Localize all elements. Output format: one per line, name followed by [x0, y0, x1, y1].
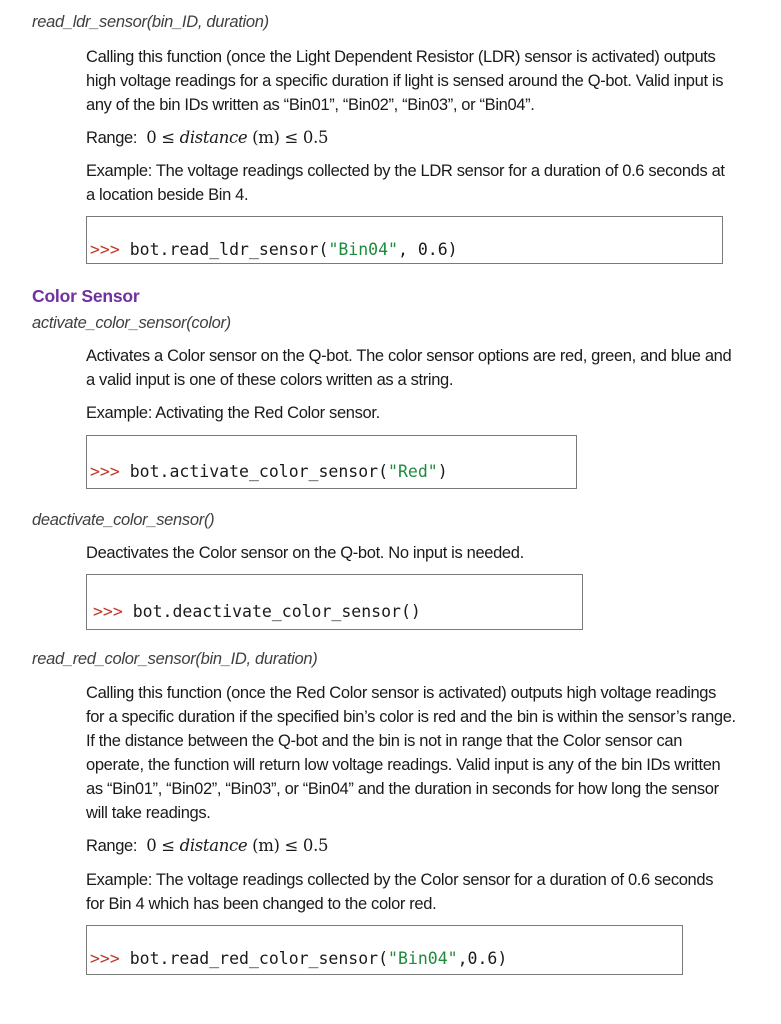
activate-code-block	[86, 435, 577, 489]
activate-description	[86, 344, 736, 392]
activate-description-line: Activates a Color sensor on the Q-bot. The color sensor options are red, green, and blue and	[86, 347, 732, 365]
red-range-expression: 0 ≤ distance (m) ≤ 0.5	[146, 836, 329, 855]
activate-function-signature: activate_color_sensor(color)	[32, 314, 231, 332]
red-code-block	[86, 925, 683, 975]
ldr-example-line: Example: The voltage readings collected by the LDR sensor for a duration of 0.6 seconds at	[86, 162, 725, 180]
ldr-code-block	[86, 216, 723, 264]
code-string-arg: "Red"	[388, 462, 438, 481]
red-description-line: will take readings.	[86, 804, 211, 822]
red-example	[86, 868, 736, 916]
code-string-arg: "Bin04"	[328, 240, 398, 259]
code-call: bot.activate_color_sensor(	[129, 462, 389, 481]
red-description-line: for a specific duration if the specified bin’s color is red and the bin is within the sensor’s range.	[86, 708, 736, 726]
red-example-line: Example: The voltage readings collected by the Color sensor for a duration of 0.6 seconds	[86, 871, 714, 889]
ldr-example	[86, 159, 736, 207]
red-description-line: as “Bin01”, “Bin02”, “Bin03”, or “Bin04” and the duration in seconds for how long the sensor	[86, 780, 719, 798]
red-description-line: If the distance between the Q-bot and the bin is not in range that the Color sensor can	[86, 732, 683, 750]
red-range	[86, 834, 328, 858]
activate-description-line: a valid input is one of these colors written as a string.	[86, 371, 454, 389]
code-call: bot.deactivate_color_sensor()	[132, 602, 421, 621]
ldr-description-line: any of the bin IDs written as “Bin01”, “Bin02”, “Bin03”, or “Bin04”.	[86, 96, 535, 114]
code-call-rest: , 0.6)	[397, 240, 458, 259]
code-prompt: >>>	[90, 240, 130, 259]
deactivate-code-block	[86, 574, 583, 630]
code-prompt: >>>	[90, 462, 130, 481]
code-call-rest: ,0.6)	[457, 949, 508, 968]
ldr-range-expression: 0 ≤ distance (m) ≤ 0.5	[146, 128, 329, 147]
ldr-description-line: Calling this function (once the Light Dependent Resistor (LDR) sensor is activated) outputs	[86, 48, 716, 66]
deactivate-description: Deactivates the Color sensor on the Q-bot. No input is needed.	[86, 544, 524, 562]
red-description-line: operate, the function will return low voltage readings. Valid input is any of the bin IDs written	[86, 756, 721, 774]
ldr-range-label: Range:	[86, 129, 138, 147]
code-string-arg: "Bin04"	[388, 949, 458, 968]
code-call-rest: )	[437, 462, 448, 481]
ldr-function-signature: read_ldr_sensor(bin_ID, duration)	[32, 13, 269, 31]
red-function-signature: read_red_color_sensor(bin_ID, duration)	[32, 650, 318, 668]
red-description-line: Calling this function (once the Red Color sensor is activated) outputs high voltage readings	[86, 684, 717, 702]
activate-example: Example: Activating the Red Color sensor.	[86, 404, 380, 422]
ldr-description-line: high voltage readings for a specific duration if light is sensed around the Q-bot. Valid input is	[86, 72, 724, 90]
red-range-label: Range:	[86, 837, 138, 855]
code-call: bot.read_red_color_sensor(	[129, 949, 389, 968]
code-call: bot.read_ldr_sensor(	[129, 240, 329, 259]
deactivate-function-signature: deactivate_color_sensor()	[32, 511, 215, 529]
ldr-example-line: a location beside Bin 4.	[86, 186, 249, 204]
red-example-line: for Bin 4 which has been changed to the color red.	[86, 895, 437, 913]
code-prompt: >>>	[93, 602, 133, 621]
color-sensor-heading: Color Sensor	[32, 286, 140, 306]
red-description	[86, 681, 736, 825]
ldr-description	[86, 45, 736, 117]
ldr-range	[86, 126, 328, 150]
code-prompt: >>>	[90, 949, 130, 968]
